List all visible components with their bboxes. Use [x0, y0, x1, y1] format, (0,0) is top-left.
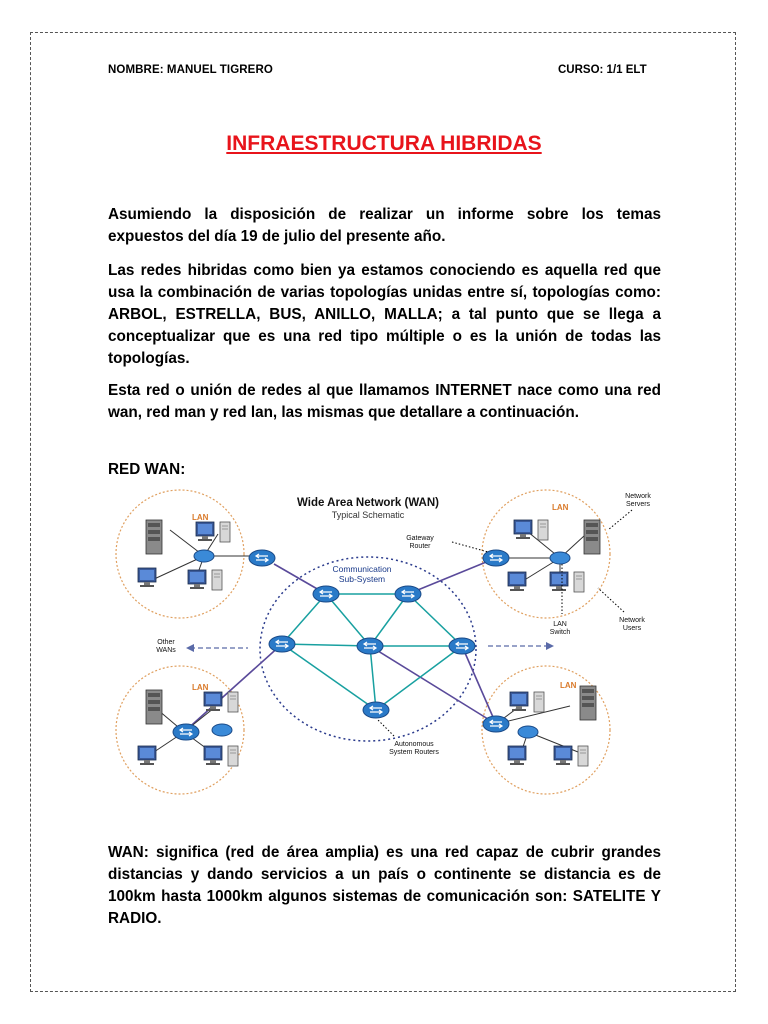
computer-icon — [508, 746, 526, 765]
lan-label: LAN — [192, 513, 209, 522]
computer-icon — [204, 692, 222, 711]
computer-icon — [228, 746, 238, 766]
student-name: NOMBRE: MANUEL TIGRERO — [108, 64, 273, 76]
computer-icon — [578, 746, 588, 766]
router-icon — [357, 638, 383, 654]
diagram-title: Wide Area Network (WAN) — [297, 497, 439, 509]
switch-icon — [194, 550, 214, 562]
network-servers-label: Network — [625, 493, 651, 500]
lan-bottom-right — [483, 686, 596, 766]
router-icon — [269, 636, 295, 652]
wan-heading: RED WAN: — [108, 461, 186, 478]
router-icon — [249, 550, 275, 566]
computer-icon — [196, 522, 214, 541]
computer-icon — [534, 692, 544, 712]
computer-icon — [514, 520, 532, 539]
switch-icon — [212, 724, 232, 736]
computer-icon — [138, 568, 156, 587]
switch-icon — [550, 552, 570, 564]
server-icon — [146, 520, 162, 554]
computer-icon — [510, 692, 528, 711]
computer-icon — [138, 746, 156, 765]
router-icon — [395, 586, 421, 602]
computer-icon — [508, 572, 526, 591]
document-title: INFRAESTRUCTURA HIBRIDAS — [226, 132, 542, 155]
comm-subsystem-label: Sub-System — [338, 574, 386, 584]
server-icon — [146, 690, 162, 724]
router-icon — [483, 550, 509, 566]
server-icon — [580, 686, 596, 720]
paragraph-wan-description: WAN: significa (red de área amplia) es una red capaz de cubrir grandes distancias y dando servicios a un país o continente se distancia es de 100km hasta 1000km algunos sistemas de comunicación son: SATELITE Y RADIO. — [108, 844, 661, 927]
router-icon — [483, 716, 509, 732]
lan-top-right — [483, 520, 600, 592]
computer-icon — [550, 572, 568, 591]
computer-icon — [204, 746, 222, 765]
autonomous-routers-label: System Routers — [389, 749, 439, 756]
lan-switch-label: LAN — [553, 621, 567, 628]
computer-icon — [538, 520, 548, 540]
other-wans-label: Other — [157, 639, 175, 646]
autonomous-routers-label: Autonomous — [394, 741, 434, 748]
router-icon — [173, 724, 199, 740]
computer-icon — [228, 692, 238, 712]
paragraph-definition: Las redes hibridas como bien ya estamos conociendo es aquella red que usa la combinación de varias topologías unidas entre sí, topologías como: ARBOL, ESTRELLA, BUS, ANILLO, MALLA; a tal punto que se llega a conceptualizar que es una red tipo múltiple o es la unión de todas las topologías. — [108, 262, 661, 367]
router-icon — [449, 638, 475, 654]
course: CURSO: 1/1 ELT — [558, 64, 647, 76]
paragraph-intro: Asumiendo la disposición de realizar un informe sobre los temas expuestos del día 19 de julio del presente año. — [108, 206, 661, 245]
lan-label: LAN — [560, 681, 577, 690]
network-users-label: Users — [622, 625, 642, 632]
lan-label: LAN — [192, 683, 209, 692]
router-icon — [313, 586, 339, 602]
computer-icon — [554, 746, 572, 765]
computer-icon — [574, 572, 584, 592]
lan-circle-top-left — [116, 490, 244, 618]
router-icon — [363, 702, 389, 718]
diagram-subtitle: Typical Schematic — [331, 510, 405, 520]
computer-icon — [212, 570, 222, 590]
lan-switch-label: Switch — [549, 629, 571, 636]
server-icon — [584, 520, 600, 554]
wan-diagram — [108, 484, 668, 804]
network-servers-label: Servers — [625, 501, 651, 508]
lan-bottom-left — [138, 690, 238, 766]
lan-label: LAN — [552, 503, 569, 512]
lan-top-left — [138, 520, 275, 590]
other-wans-label: WANs — [156, 647, 176, 654]
computer-icon — [188, 570, 206, 589]
paragraph-internet: Esta red o unión de redes al que llamamos INTERNET nace como una red wan, red man y red lan, las mismas que detallare a continuación. — [108, 382, 661, 421]
comm-subsystem-label: Communication — [332, 564, 392, 574]
gateway-router-label: Gateway — [406, 535, 434, 542]
computer-icon — [220, 522, 230, 542]
switch-icon — [518, 726, 538, 738]
network-users-label: Network — [619, 617, 645, 624]
gateway-router-label: Router — [409, 543, 431, 550]
